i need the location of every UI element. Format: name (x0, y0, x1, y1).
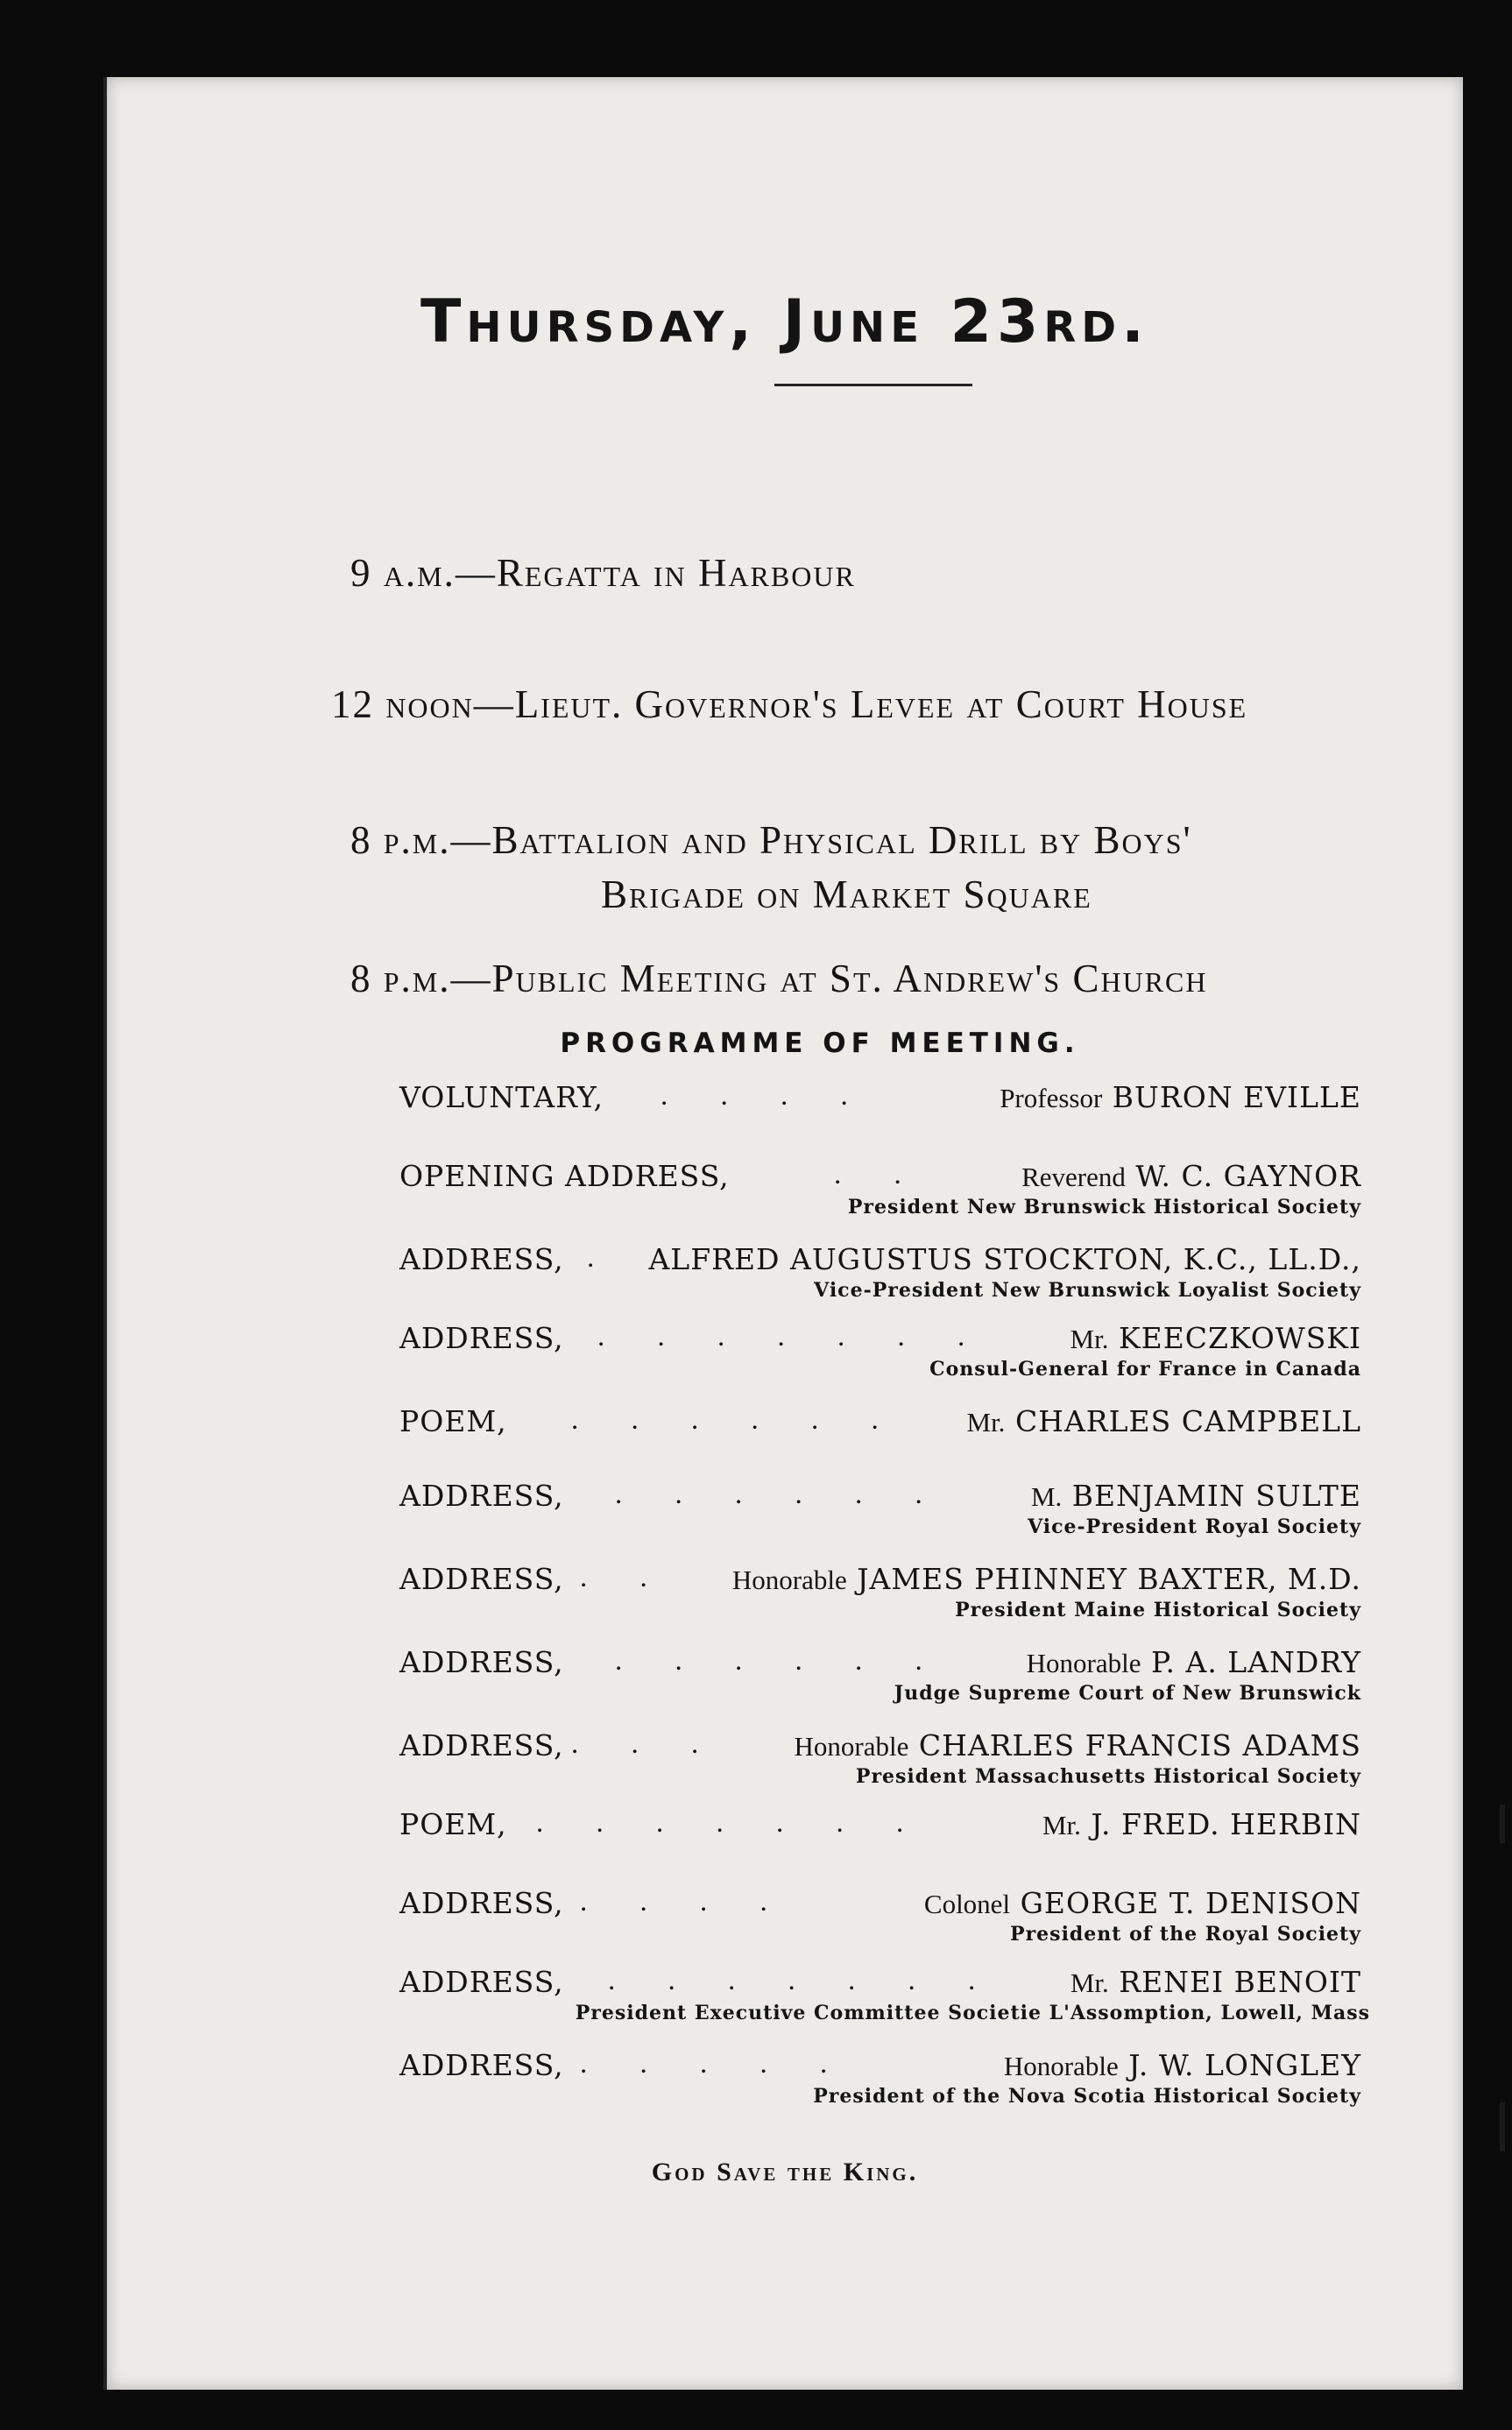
programme-item-label: POEM, (399, 1807, 507, 1841)
programme-item (107, 1645, 1463, 1715)
speaker-name (648, 1242, 1361, 1276)
speaker-name-text: RENEI BENOIT (1119, 1965, 1361, 1999)
speaker-title: President Maine Historical Society (955, 1599, 1361, 1621)
speaker-name-text: W. C. GAYNOR (1135, 1159, 1361, 1193)
speaker-name-text: CHARLES FRANCIS ADAMS (918, 1728, 1361, 1762)
speaker-title: Judge Supreme Court of New Brunswick (894, 1682, 1361, 1705)
programme-item (107, 1159, 1463, 1229)
leader-dots: . . . . (661, 1080, 871, 1112)
programme-item-label: ADDRESS, (399, 1479, 564, 1513)
speaker-name (1031, 1479, 1361, 1513)
speaker-honorific: Professor (1000, 1083, 1103, 1113)
programme-item-label: ADDRESS, (399, 2048, 564, 2082)
programme-item-label: ADDRESS, (399, 1562, 564, 1596)
programme-item (107, 1404, 1463, 1474)
leader-dots: . . . . (580, 1886, 790, 1918)
scan-edge-mark (1500, 1805, 1505, 1843)
leader-dots: . . (834, 1159, 924, 1190)
programme-item-label: ADDRESS, (399, 1728, 564, 1762)
speaker-name-text: GEORGE T. DENISON (1020, 1886, 1361, 1920)
speaker-name (1000, 1080, 1361, 1114)
leader-dots: . . . . . . (615, 1645, 945, 1677)
leader-dots: . . . . . . . (536, 1807, 927, 1839)
event-description: —Battalion and Physical Drill by Boys' (450, 818, 1192, 862)
event-public-meeting (350, 956, 1208, 1001)
leader-dots: . . . (571, 1728, 722, 1760)
programme-heading-text: PROGRAMME OF MEETING. (560, 1028, 1080, 1059)
leader-dots: . . . . . . (571, 1404, 901, 1436)
programme-item-label: ADDRESS, (399, 1886, 564, 1920)
speaker-title: President of the Royal Society (1010, 1923, 1361, 1946)
title-divider (774, 384, 972, 386)
event-levee (331, 682, 1247, 727)
speaker-name (1070, 1965, 1361, 1999)
speaker-title: President Executive Committee Societie L'Assomption, Lowell, Mass (575, 2002, 1370, 2024)
speaker-name (1021, 1159, 1361, 1193)
speaker-name-text: P. A. LANDRY (1150, 1645, 1361, 1679)
event-time: 8 p.m. (350, 957, 451, 1000)
speaker-title: Vice-President New Brunswick Loyalist Society (814, 1279, 1361, 1302)
event-description-continued: Brigade on Market Square (601, 872, 1092, 916)
speaker-honorific: Mr. (966, 1407, 1006, 1438)
event-regatta (350, 550, 856, 596)
programme-item (107, 1965, 1463, 2035)
programme-item (107, 1479, 1463, 1549)
programme-item-label: OPENING ADDRESS, (399, 1159, 730, 1193)
speaker-name-text: CHARLES CAMPBELL (1014, 1404, 1361, 1438)
speaker-title: President of the Nova Scotia Historical Society (813, 2085, 1361, 2108)
leader-dots: . . (580, 1562, 670, 1593)
speaker-honorific: M. (1030, 1481, 1063, 1512)
leader-dots: . . . . . . (615, 1479, 945, 1510)
speaker-name (924, 1886, 1361, 1920)
programme-item-label: ADDRESS, (399, 1645, 564, 1679)
page-title: Thursday, June 23rd. (420, 287, 1149, 357)
speaker-honorific: Reverend (1021, 1162, 1126, 1192)
event-time: 12 noon (331, 682, 474, 726)
speaker-honorific: Honorable (1026, 1648, 1141, 1678)
programme-item-label: POEM, (399, 1404, 507, 1438)
programme-item (107, 1807, 1463, 1877)
programme-heading (107, 1028, 1463, 1059)
speaker-title: Vice-President Royal Society (1028, 1515, 1361, 1538)
speaker-name-text: J. W. LONGLEY (1128, 2048, 1361, 2082)
speaker-honorific: Honorable (794, 1731, 909, 1762)
speaker-title: Consul-General for France in Canada (929, 1358, 1361, 1381)
speaker-name-text: JAMES PHINNEY BAXTER, M.D. (857, 1562, 1361, 1596)
programme-item (107, 1080, 1463, 1150)
speaker-name (795, 1728, 1362, 1762)
speaker-name-text: J. FRED. HERBIN (1091, 1807, 1361, 1841)
document-page (103, 77, 1463, 2390)
scan-edge-mark (1500, 2102, 1505, 2151)
speaker-title: President Massachusetts Historical Society (855, 1765, 1361, 1788)
event-description: —Lieut. Governor's Levee at Court House (473, 682, 1248, 726)
speaker-name-text: BENJAMIN SULTE (1071, 1479, 1361, 1513)
speaker-name-text: BURON EVILLE (1112, 1080, 1361, 1114)
speaker-honorific: Mr. (1070, 1967, 1109, 1998)
speaker-honorific: Mr. (1070, 1324, 1109, 1354)
event-time: 8 p.m. (350, 818, 451, 862)
speaker-name (1027, 1645, 1361, 1679)
programme-item-label: ADDRESS, (399, 1965, 564, 1999)
speaker-name (1004, 2048, 1361, 2082)
leader-dots: . . . . . (580, 2048, 851, 2080)
speaker-name-text: ALFRED AUGUSTUS STOCKTON, K.C., LL.D., (648, 1242, 1361, 1276)
programme-item (107, 1562, 1463, 1632)
event-time: 9 a.m. (350, 551, 456, 595)
speaker-name (732, 1562, 1361, 1596)
leader-dots: . (587, 1242, 618, 1274)
speaker-name (1042, 1807, 1361, 1841)
speaker-name (1070, 1321, 1361, 1355)
speaker-honorific: Honorable (731, 1565, 847, 1595)
speaker-honorific: Colonel (923, 1889, 1011, 1919)
event-description: —Regatta in Harbour (455, 551, 856, 595)
programme-item-label: ADDRESS, (399, 1242, 564, 1276)
event-drill (350, 813, 1192, 922)
programme-item-label: VOLUNTARY, (399, 1080, 604, 1114)
programme-item (107, 2048, 1463, 2118)
leader-dots: . . . . . . . (608, 1965, 999, 1996)
event-description: —Public Meeting at St. Andrew's Church (450, 957, 1208, 1000)
speaker-name-text: KEECZKOWSKI (1118, 1321, 1361, 1355)
closing-line: God Save the King. (651, 2158, 919, 2186)
programme-item (107, 1728, 1463, 1798)
programme-item (107, 1321, 1463, 1391)
programme-item (107, 1886, 1463, 1956)
leader-dots: . . . . . . . (597, 1321, 988, 1353)
speaker-honorific: Honorable (1003, 2051, 1119, 2081)
speaker-honorific: Mr. (1042, 1810, 1081, 1840)
programme-item (107, 1242, 1463, 1312)
programme-item-label: ADDRESS, (399, 1321, 564, 1355)
speaker-name (967, 1404, 1362, 1438)
speaker-title: President New Brunswick Historical Society (847, 1196, 1361, 1219)
